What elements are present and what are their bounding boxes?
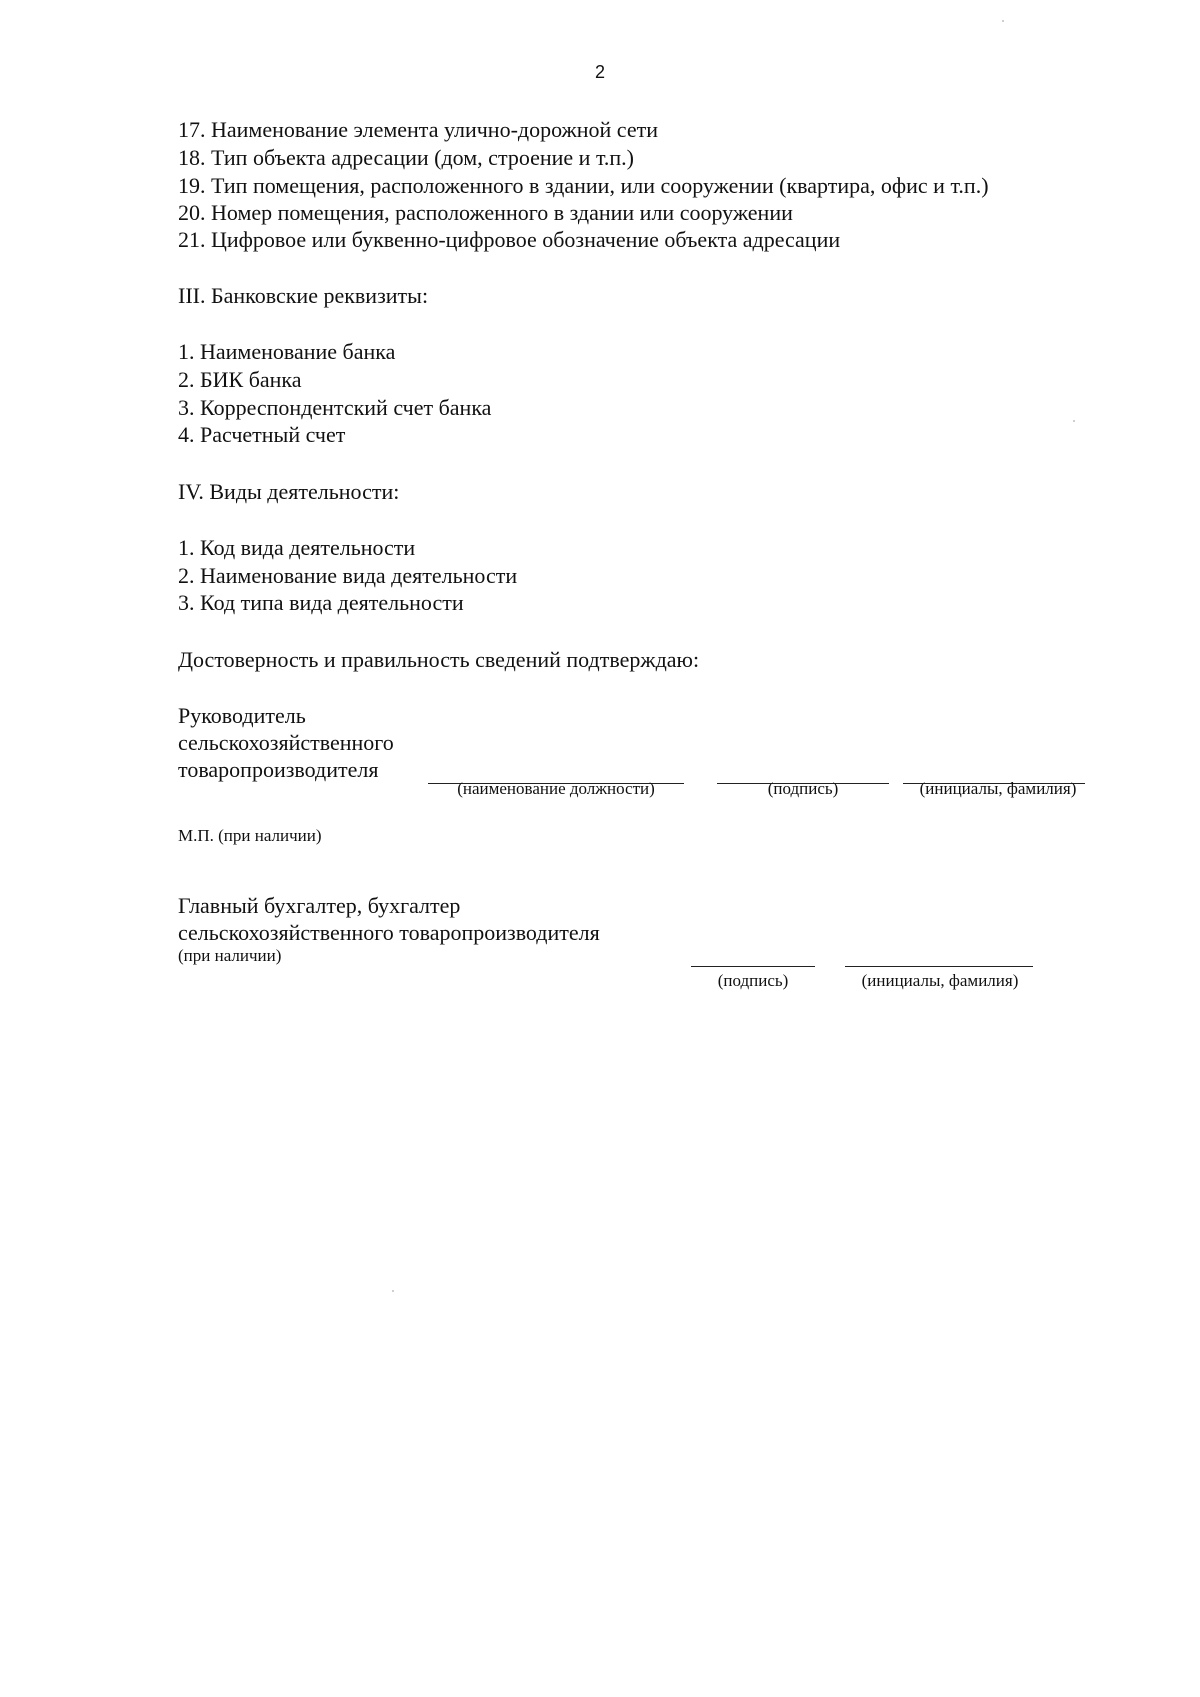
address-item: 21. Цифровое или буквенно-цифровое обозначение объекта адресации (178, 227, 841, 252)
scan-speck (392, 1290, 394, 1292)
accountant-name-caption: (инициалы, фамилия) (861, 971, 1019, 990)
bank-item: 4. Расчетный счет (178, 422, 346, 447)
bank-item: 1. Наименование банка (178, 339, 396, 364)
address-item: 17. Наименование элемента улично-дорожной сети (178, 117, 658, 142)
address-item: 18. Тип объекта адресации (дом, строение и т.п.) (178, 145, 635, 170)
signature-caption: (подпись) (767, 779, 839, 798)
accountant-signature-line (691, 966, 815, 967)
accountant-label-line: Главный бухгалтер, бухгалтер (178, 893, 461, 918)
address-item: 19. Тип помещения, расположенного в здании, или сооружении (квартира, офис и т.п.) (178, 173, 989, 198)
accountant-label-line: сельскохозяйственного товаропроизводителя (178, 920, 600, 945)
head-label-line: Руководитель (178, 703, 306, 728)
bank-section-heading: III. Банковские реквизиты: (178, 283, 429, 308)
page-number: 2 (594, 62, 605, 82)
confirmation-text: Достоверность и правильность сведений подтверждаю: (178, 647, 700, 672)
activity-item: 2. Наименование вида деятельности (178, 563, 518, 588)
bank-item: 2. БИК банка (178, 367, 302, 392)
activity-item: 3. Код типа вида деятельности (178, 590, 464, 615)
scan-speck (1002, 20, 1004, 22)
activity-section-heading: IV. Виды деятельности: (178, 479, 400, 504)
bank-item: 3. Корреспондентский счет банка (178, 395, 492, 420)
head-label-line: товаропроизводителя (178, 757, 379, 782)
name-caption: (инициалы, фамилия) (919, 779, 1077, 798)
accountant-name-signature-line (845, 966, 1033, 967)
activity-item: 1. Код вида деятельности (178, 535, 416, 560)
accountant-note: (при наличии) (178, 946, 282, 965)
position-caption: (наименование должности) (457, 779, 655, 798)
scan-speck (1073, 420, 1075, 422)
head-label-line: сельскохозяйственного (178, 730, 394, 755)
accountant-signature-caption: (подпись) (717, 971, 789, 990)
address-item: 20. Номер помещения, расположенного в здании или сооружении (178, 200, 793, 225)
seal-note: М.П. (при наличии) (178, 826, 322, 845)
